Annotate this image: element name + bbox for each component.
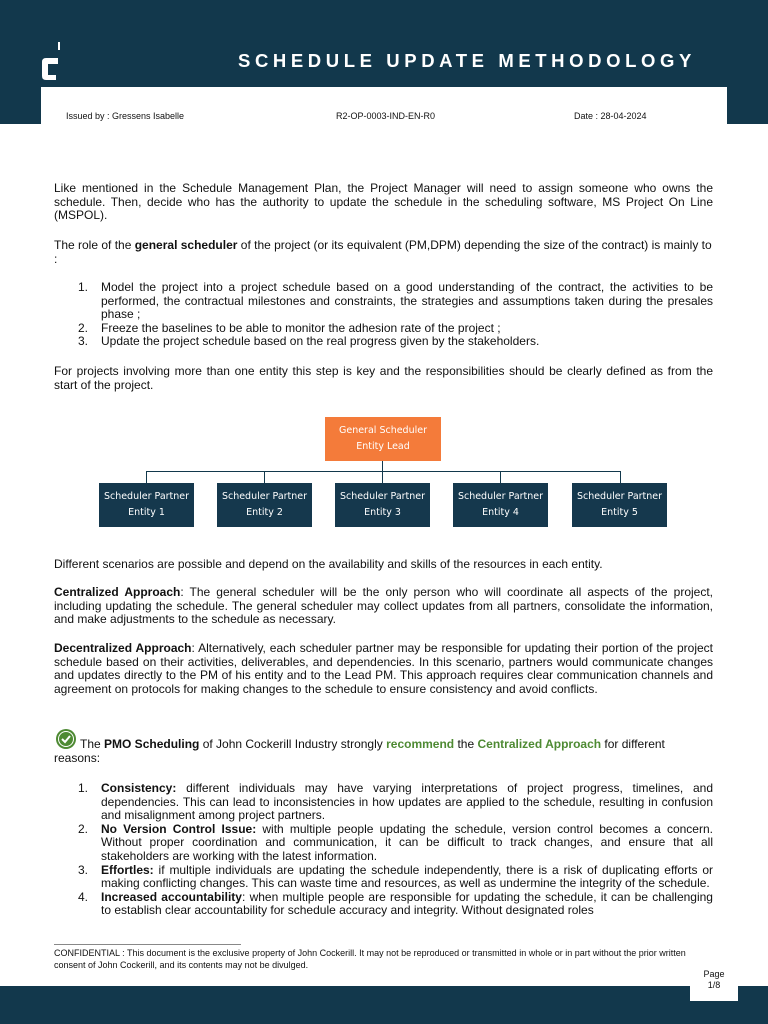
org-partner-box: Scheduler Partner Entity 5 (572, 483, 667, 527)
role-paragraph: The role of the general scheduler of the project (or its equivalent (PM,DPM) depending the size of the contract) is mainly to : (54, 238, 712, 266)
check-badge-icon (53, 728, 79, 750)
org-partner-box: Scheduler Partner Entity 1 (99, 483, 194, 527)
org-connector (382, 461, 383, 471)
org-connector (264, 471, 265, 483)
reasons-list (54, 782, 713, 918)
centralized-paragraph: Centralized Approach: The general scheduler will be the only person who will coordinate all aspects of the project, including updating the schedule. The general scheduler may collect updates from all partners, consolidate the information, and make adjustments to the schedule as necessary. (54, 585, 714, 627)
document-title: SCHEDULE UPDATE METHODOLOGY (238, 50, 696, 71)
page-footer (0, 986, 768, 1024)
org-connector (500, 471, 501, 483)
org-partner-box: Scheduler Partner Entity 2 (217, 483, 312, 527)
page-number: 1/8 (707, 980, 721, 990)
john-cockerill-logo-icon (40, 54, 62, 84)
issued-by: Issued by : Gressens Isabelle (66, 111, 185, 121)
org-partner-box: Scheduler Partner Entity 3 (335, 483, 430, 527)
document-reference: R2-OP-0003-IND-EN-R0 (336, 111, 436, 121)
org-connector (146, 471, 621, 472)
document-date: Date : 28-04-2024 (574, 111, 647, 121)
decentralized-label: Decentralized Approach (54, 641, 192, 655)
multi-entity-paragraph: For projects involving more than one entity this step is key and the responsibilities should be clearly defined as from the start of the project. (54, 364, 713, 392)
centralized-label: Centralized Approach (54, 585, 181, 599)
list-item: 1. Model the project into a project schedule based on a good understanding of the contract, the activities to be performed, the contractual milestones and constraints, the strategies and assumptions taken during the presales phase ; (78, 280, 713, 322)
list-item: 3. Update the project schedule based on the real progress given by the stakeholders. (78, 334, 540, 349)
list-item: 1. Consistency: different individuals may have varying interpretations of project progress, timelines, and dependencies. This can lead to inconsistencies in how updates are applied to the schedule, resulting in confusion and misalignment among project partners. (78, 781, 713, 823)
footer-rule (54, 944, 241, 945)
intro-paragraph: Like mentioned in the Schedule Management Plan, the Project Manager will need to assign someone who owns the schedule. Then, decide who has the authority to update the schedule in the scheduling software, MS Project On Line (MSPOL). (54, 181, 713, 223)
org-connector (620, 471, 621, 483)
page-label: Page (703, 969, 725, 979)
org-partner-box: Scheduler Partner Entity 4 (453, 483, 548, 527)
general-scheduler-term: general scheduler (134, 238, 238, 252)
scenarios-paragraph: Different scenarios are possible and depend on the availability and skills of the resources in each entity. (54, 557, 603, 571)
page-indicator (690, 965, 738, 1001)
org-lead-box: General Scheduler Entity Lead (325, 417, 441, 461)
list-item: 4. Increased accountability: when multiple people are responsible for updating the schedule, it can be challenging to establish clear accountability for schedule accuracy and integrity. Without designated roles (78, 889, 713, 918)
role-list (54, 281, 713, 349)
list-item: 2. Freeze the baselines to be able to monitor the adhesion rate of the project ; (78, 320, 501, 335)
recommendation-paragraph: The PMO Scheduling of John Cockerill Industry strongly recommend the Centralized Approach for different reasons: (54, 738, 713, 765)
confidentiality-notice: CONFIDENTIAL : This document is the exclusive property of John Cockerill. It may not be reproduced or transmitted in whole or in part without the prior written consent of John Cockerill, and its contents may not be divulged. (54, 948, 686, 970)
list-item: 2. No Version Control Issue: with multiple people updating the schedule, version control becomes a concern. Without proper coordination and communication, it can be difficult to track changes, and ensure that all stakeholders are working with the latest information. (78, 821, 713, 863)
logo-tick (58, 42, 60, 50)
org-connector (146, 471, 147, 483)
list-item: 3. Effortles: if multiple individuals are updating the schedule independently, there is a risk of duplicating efforts or making conflicting changes. This can waste time and resources, as well as undermine the integrity of the schedule. (78, 862, 713, 891)
org-connector (382, 471, 383, 483)
decentralized-paragraph: Decentralized Approach: Alternatively, each scheduler partner may be responsible for updating their portion of the project schedule based on their activities, deliverables, and dependencies. In this scenario, partners would communicate changes and updates directly to the PM of his entity and to the Lead PM. This approach requires clear communication channels and agreement on protocols for making changes to the schedule to ensure consistency and avoid conflicts. (54, 641, 713, 696)
